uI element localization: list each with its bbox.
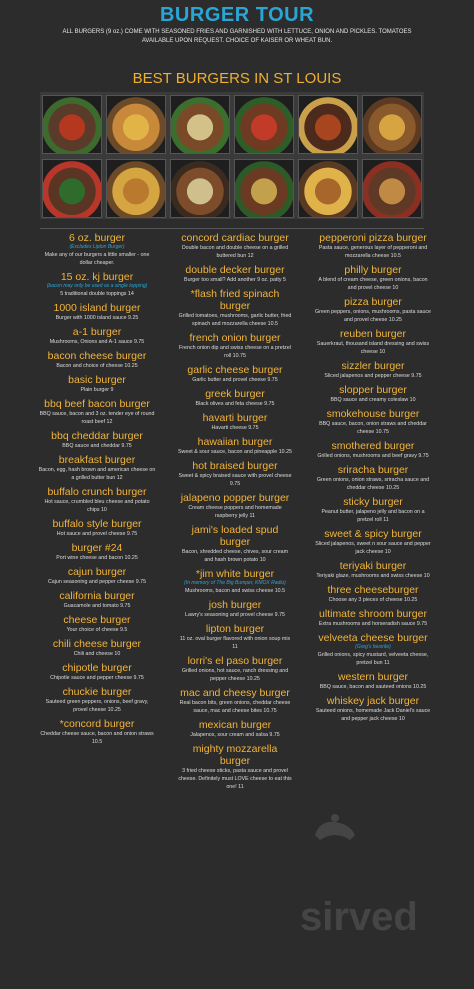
menu-item-description: BBQ sauce and creamy coleslaw 10 <box>330 397 416 403</box>
menu-item <box>314 608 432 628</box>
menu-item-name: lipton burger <box>205 623 265 635</box>
intro-text: ALL BURGERS (9 oz.) COME WITH SEASONED FRIES AND GARNISHED WITH LETTUCE, ONION AND PICKLES. TOMATOES AVAILABLE UPON REQUEST. CHOICE OF KAISER OR WHEAT BUN. <box>62 29 412 44</box>
menu-item <box>314 296 432 324</box>
menu-item <box>314 560 432 580</box>
menu-item <box>38 454 156 482</box>
menu-item-name: three cheeseburger <box>327 584 419 596</box>
menu-item-description: Extra mushrooms and horseradish sauce 9.75 <box>318 621 428 627</box>
menu-item-note: (Greg's favorite) <box>355 644 391 650</box>
menu-item <box>38 486 156 514</box>
menu-item-description: Sauerkraut, thousand island dressing and swiss cheese 10 <box>316 341 430 355</box>
menu-item <box>177 288 293 328</box>
menu-item <box>314 264 432 292</box>
menu-item <box>177 599 293 619</box>
menu-item-name: mexican burger <box>198 719 272 731</box>
menu-item-name: pepperoni pizza burger <box>319 232 427 244</box>
menu-item-name: buffalo style burger <box>52 518 142 530</box>
menu-item-name: teriyaki burger <box>339 560 407 572</box>
menu-item <box>38 398 156 426</box>
menu-item <box>177 492 293 520</box>
menu-item-description: Peanut butter, jalapeno jelly and bacon on a pretzel roll 11 <box>321 509 425 523</box>
menu-item-description: Mushrooms, bacon and swiss cheese 10.5 <box>184 588 286 594</box>
menu-item-description: Havarti cheese 9.75 <box>211 425 259 431</box>
menu-item-note: (bacon may only be used as a single topping) <box>46 283 148 289</box>
menu-item <box>314 408 432 436</box>
fries-photo <box>106 159 166 218</box>
menu-item <box>177 264 293 284</box>
menu-item-name: hot braised burger <box>192 460 278 472</box>
menu-item-description: Chili and cheese 10 <box>73 651 121 657</box>
menu-item <box>177 719 293 739</box>
menu-item <box>38 542 156 562</box>
divider <box>40 228 424 229</box>
menu-item-name: sriracha burger <box>337 464 409 476</box>
menu-item-description: Grilled tomatoes, mushrooms, garlic butter, fried spinach and mozzarella cheese 10.5 <box>178 313 292 327</box>
menu-item-name: smothered burger <box>331 440 415 452</box>
menu-column-3 <box>314 232 432 727</box>
menu-item-description: BBQ sauce, bacon and sauteed onions 10.25 <box>319 684 427 690</box>
burger-photo <box>234 159 294 218</box>
menu-item-description: French onion dip and swiss cheese on a pretzel roll 10.75 <box>179 345 291 359</box>
menu-item-name: philly burger <box>344 264 402 276</box>
menu-item <box>177 332 293 360</box>
menu-item-description: BBQ sauce, bacon and 3 oz. tender eye of round roast beef 12 <box>39 411 155 425</box>
menu-item-name: ultimate shroom burger <box>319 608 427 620</box>
burger-photo <box>298 95 358 154</box>
menu-item-description: Make any of our burgers a little smaller - one dollar cheaper. <box>44 252 150 266</box>
menu-item-name: havarti burger <box>202 412 268 424</box>
menu-item-name: jalapeno popper burger <box>180 492 290 504</box>
menu-item-name: california burger <box>59 590 135 602</box>
menu-item-description: 11 oz. oval burger flavored with onion soup mix 11 <box>179 636 291 650</box>
menu-item <box>177 232 293 260</box>
menu-item-name: 1000 island burger <box>53 302 141 314</box>
menu-item <box>38 326 156 346</box>
menu-item-description: Hot sauce and provel cheese 9.75 <box>56 531 138 537</box>
burger-photo <box>42 95 102 154</box>
fries-photo <box>106 95 166 154</box>
menu-item <box>177 623 293 651</box>
menu-item <box>38 590 156 610</box>
menu-item <box>314 360 432 380</box>
menu-item-name: bacon cheese burger <box>47 350 147 362</box>
menu-item <box>38 518 156 538</box>
menu-item-name: cheese burger <box>63 614 131 626</box>
menu-item <box>177 524 293 564</box>
menu-item-name: 15 oz. kj burger <box>60 271 134 283</box>
menu-item-description: Sauteed green peppers, onions, beef gravy, provel cheese 10.25 <box>45 699 149 713</box>
menu-item <box>177 743 293 791</box>
menu-item-description: Choose any 3 pieces of cheese 10.25 <box>328 597 418 603</box>
menu-item-description: Grilled onions, spicy mustard, velveeta cheese, pretzel bun 11 <box>317 652 429 666</box>
menu-item <box>38 686 156 714</box>
menu-item-name: mac and cheesy burger <box>180 687 290 699</box>
menu-item-name: *jim white burger <box>195 568 275 580</box>
menu-item <box>177 388 293 408</box>
menu-item <box>314 384 432 404</box>
menu-item <box>177 436 293 456</box>
menu-item-name: jami's loaded spud burger <box>191 524 279 548</box>
menu-item-name: slopper burger <box>339 384 407 396</box>
menu-item-name: whiskey jack burger <box>326 695 420 707</box>
menu-item-name: garlic cheese burger <box>187 364 283 376</box>
menu-item <box>38 638 156 658</box>
menu-item <box>314 632 432 667</box>
menu-item-description: Cream cheese poppers and homemade raspberry jelly 11 <box>188 505 282 519</box>
menu-item-name: *concord burger <box>59 718 135 730</box>
menu-item-name: buffalo crunch burger <box>47 486 147 498</box>
menu-item <box>38 566 156 586</box>
menu-item-name: bbq beef bacon burger <box>44 398 150 410</box>
menu-item-description: Burger with 1000 island sauce 9.25 <box>55 315 139 321</box>
fries-photo <box>362 95 422 154</box>
menu-item-description: Chipotle sauce and pepper cheese 9.75 <box>50 675 144 681</box>
menu-item-description: Plain burger 9 <box>80 387 114 393</box>
menu-item <box>177 412 293 432</box>
menu-item-description: Bacon and choice of cheese 10.25 <box>56 363 138 369</box>
menu-item-name: burger #24 <box>71 542 123 554</box>
menu-item-name: sweet & spicy burger <box>324 528 422 540</box>
burger-photo <box>234 95 294 154</box>
menu-item-name: hawaiian burger <box>197 436 273 448</box>
menu-item-name: western burger <box>337 671 409 683</box>
menu-item-note: (Excludes Lipton Burger) <box>69 244 125 250</box>
menu-item <box>314 584 432 604</box>
menu-item-name: chili cheese burger <box>52 638 142 650</box>
menu-item-description: Sweet & sour sauce, bacon and pineapple 10.25 <box>178 449 292 455</box>
menu-item <box>38 614 156 634</box>
menu-item-name: mighty mozzarella burger <box>192 743 278 767</box>
menu-item-name: chipotle burger <box>62 662 132 674</box>
menu-item <box>314 528 432 556</box>
menu-item-name: breakfast burger <box>58 454 136 466</box>
menu-item-description: Green onions, onion straws, sriracha sauce and cheddar cheese 10.25 <box>316 477 430 491</box>
menu-item-name: velveeta cheese burger <box>318 632 428 644</box>
menu-item <box>38 718 156 746</box>
menu-item-description: Cajun seasoning and pepper cheese 9.75 <box>47 579 147 585</box>
menu-item-name: chuckie burger <box>62 686 132 698</box>
menu-item-description: Grilled onions, hot sauce, ranch dressing and pepper cheese 10.25 <box>181 668 289 682</box>
menu-item-description: Mushrooms, Onions and A-1 sauce 9.75 <box>49 339 145 345</box>
menu-item-note: (In memory of The Big Bumper, KMOX Radio) <box>184 580 286 586</box>
menu-item-name: josh burger <box>208 599 262 611</box>
menu-item-description: Double bacon and double cheese on a grilled buttered bun 12 <box>181 245 289 259</box>
menu-item-description: Sliced jalapenos, sweet n sour sauce and pepper jack cheese 10 <box>315 541 431 555</box>
menu-column-2 <box>177 232 293 795</box>
menu-item-name: bbq cheddar burger <box>51 430 143 442</box>
menu-item <box>38 350 156 370</box>
menu-item-name: basic burger <box>68 374 126 386</box>
menu-item-name: 6 oz. burger <box>68 232 126 244</box>
menu-item-name: double decker burger <box>185 264 285 276</box>
menu-item-description: BBQ sauce, bacon, onion straws and cheddar cheese 10.75 <box>319 421 427 435</box>
menu-item-description: Green peppers, onions, mushrooms, pasta sauce and provel cheese 10.25 <box>314 309 431 323</box>
menu-item <box>314 440 432 460</box>
menu-item-description: Grilled onions, mushrooms and beef gravy 9.75 <box>317 453 429 459</box>
menu-item-description: 3 fried cheese sticks, pasta sauce and provel cheese. Definitely must LOVE cheese to eat this one! 11 <box>178 768 292 790</box>
menu-item <box>177 568 293 595</box>
menu-item-name: concord cardiac burger <box>181 232 289 244</box>
menu-item <box>38 232 156 267</box>
menu-item-description: Lawry's seasoning and provel cheese 9.75 <box>185 612 285 618</box>
menu-item <box>314 496 432 524</box>
menu-item-description: Burger too small? Add another 9 oz. patty 5 <box>184 277 286 283</box>
menu-item-name: sticky burger <box>343 496 403 508</box>
menu-item <box>177 655 293 683</box>
menu-item-description: Your choice of cheese 9.5 <box>66 627 128 633</box>
menu-item <box>177 460 293 488</box>
menu-item-name: reuben burger <box>340 328 406 340</box>
menu-item <box>38 271 156 298</box>
menu-item-description: Teriyaki glaze, mushrooms and swiss cheese 10 <box>316 573 430 579</box>
menu-item-description: 5 traditional double toppings 14 <box>60 291 134 297</box>
menu-item <box>177 364 293 384</box>
burger-photo <box>42 159 102 218</box>
menu-item-description: Hot sauce, crumbled bleu cheese and potato chips 10 <box>44 499 150 513</box>
menu-item <box>38 374 156 394</box>
menu-item-description: Bacon, shredded cheese, chives, sour cream and hash brown potato 10 <box>182 549 288 563</box>
menu-item-name: cajun burger <box>67 566 127 578</box>
menu-item-description: Pasta sauce, generous layer of pepperoni and mozzarella cheese 10.5 <box>318 245 428 259</box>
menu-item <box>38 302 156 322</box>
menu-item <box>38 430 156 450</box>
sirved-logo-icon <box>310 810 360 850</box>
menu-item-name: *flash fried spinach burger <box>190 288 280 312</box>
menu-item-description: Black olives and feta cheese 9.75 <box>195 401 275 407</box>
page-title: BURGER TOUR <box>159 4 315 26</box>
menu-item-name: french onion burger <box>189 332 281 344</box>
menu-item-description: Bacon, egg, hash brown and american cheese on a grilled butter bun 12 <box>38 467 156 481</box>
menu-column-1 <box>38 232 156 750</box>
menu-item-description: Sauteed onions, homemade Jack Daniel's sauce and pepper jack cheese 10 <box>315 708 431 722</box>
menu-item-description: A blend of cream cheese, green onions, bacon and provel cheese 10 <box>318 277 428 291</box>
menu-item-description: Cheddar cheese sauce, bacon and onion straws 10.5 <box>40 731 154 745</box>
menu-item-name: sizzler burger <box>341 360 405 372</box>
menu-item-name: greek burger <box>205 388 265 400</box>
menu-item <box>314 695 432 723</box>
menu-item <box>314 232 432 260</box>
menu-item-description: Real bacon bits, green onions, cheddar cheese sauce, mac and cheese bites 10.75 <box>179 700 291 714</box>
menu-item-description: Garlic butter and provel cheese 9.75 <box>192 377 278 383</box>
menu-item-description: Guacamole and tomato 9.75 <box>63 603 131 609</box>
burger-photo <box>170 159 230 218</box>
menu-item <box>314 671 432 691</box>
menu-item-name: smokehouse burger <box>326 408 420 420</box>
menu-item-name: pizza burger <box>344 296 402 308</box>
menu-item <box>314 328 432 356</box>
menu-item <box>177 687 293 715</box>
photo-gallery <box>40 92 424 219</box>
menu-item-description: Sliced jalapenos and pepper cheese 9.75 <box>324 373 422 379</box>
menu-item-name: lorri's el paso burger <box>187 655 283 667</box>
fries-photo <box>298 159 358 218</box>
watermark: sirved <box>300 895 418 939</box>
menu-item <box>314 464 432 492</box>
menu-item-description: Jalapenos, sour cream and salsa 9.75 <box>190 732 280 738</box>
menu-item-description: Port wine cheese and bacon 10.25 <box>56 555 138 561</box>
burger-photo <box>170 95 230 154</box>
menu-item-description: Sweet & spicy braised sauce with provel cheese 9.75 <box>178 473 292 487</box>
menu-item-name: a-1 burger <box>72 326 122 338</box>
menu-item-description: BBQ sauce and cheddar 9.75 <box>62 443 132 449</box>
section-subtitle: BEST BURGERS IN ST LOUIS <box>132 70 342 87</box>
menu-item <box>38 662 156 682</box>
burger-photo <box>362 159 422 218</box>
